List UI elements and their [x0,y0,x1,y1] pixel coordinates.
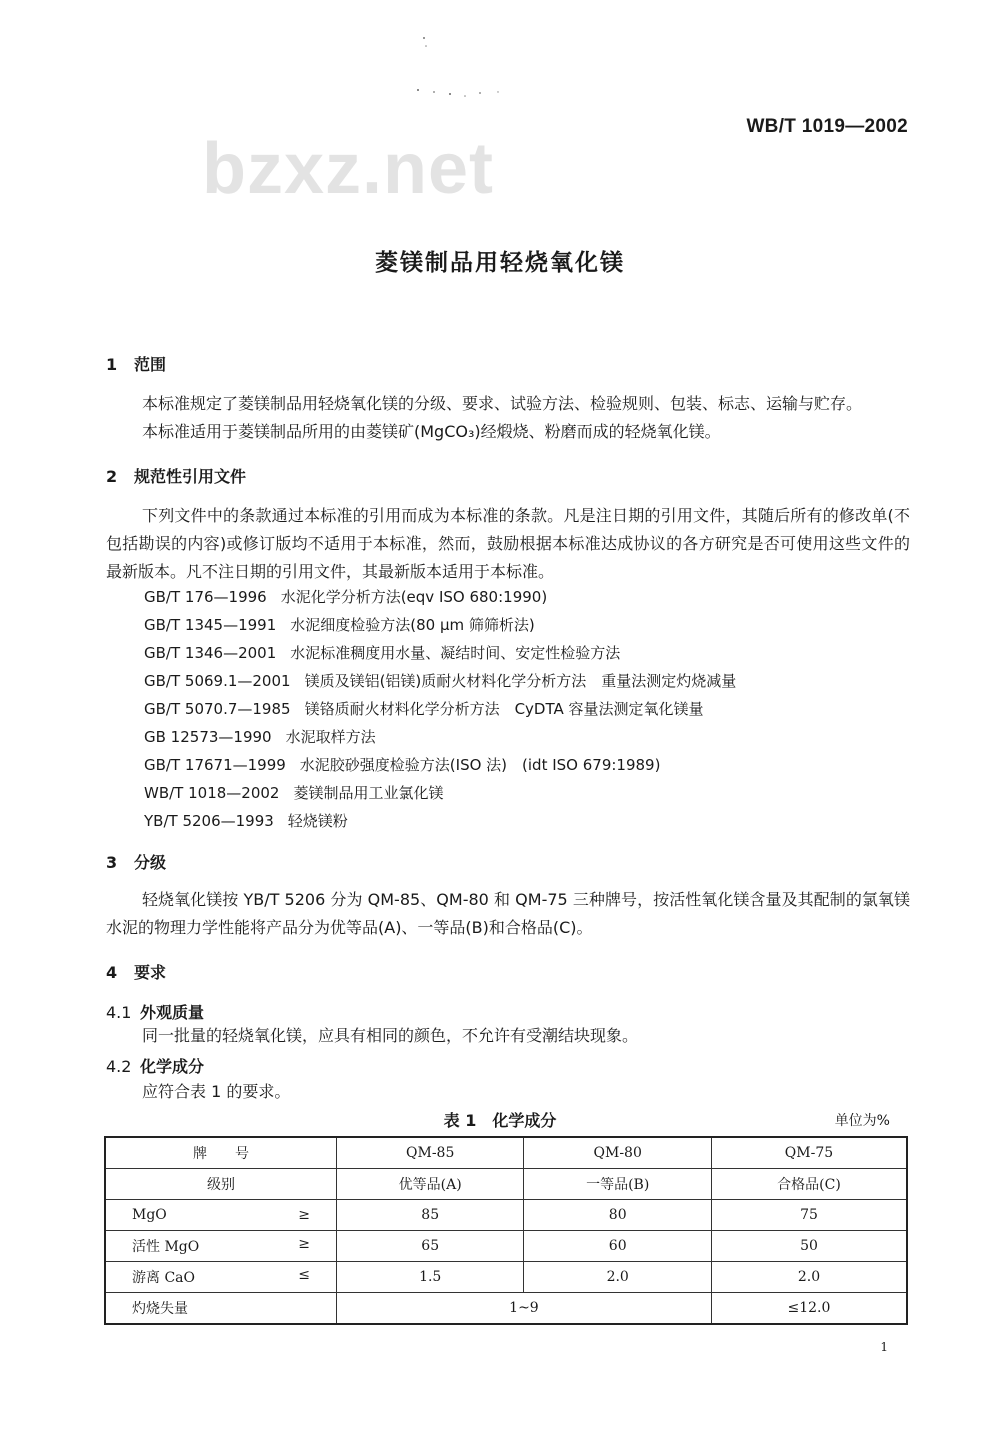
table-header-cell: 级别 [105,1169,336,1200]
chemical-composition-table [104,1136,908,1325]
subsection-title: 外观质量 [140,1003,205,1022]
section-3-heading [106,850,166,873]
table-cell: 75 [711,1200,907,1231]
table-cell: 65 [336,1231,524,1262]
section-title: 范围 [134,355,167,374]
row-label-cell: 灼烧失量 [105,1293,336,1325]
table-header-cell: 一等品(B) [524,1169,712,1200]
table-header-cell: QM-75 [711,1137,907,1169]
section-number: 2 [106,467,118,486]
table-cell-merged: 1~9 [336,1293,711,1325]
table-cell: 1.5 [336,1262,524,1293]
table-row [105,1169,907,1200]
reference-title: 菱镁制品用工业氯化镁 [293,784,444,802]
section-title: 分级 [134,853,167,872]
reference-title: 水泥化学分析方法(eqv ISO 680:1990) [280,588,548,606]
reference-code: GB/T 5069.1—2001 [144,672,291,690]
table-cell: 80 [524,1200,712,1231]
section-title: 要求 [134,963,167,982]
comparison-symbol: ≤ [298,1267,310,1283]
section-4-heading [106,960,166,983]
section-2-heading [106,464,246,487]
section-1-paragraph-2: 本标准适用于菱镁制品所用的由菱镁矿(MgCO₃)经煅烧、粉磨而成的轻烧氧化镁。 [142,422,721,441]
table-cell: 85 [336,1200,524,1231]
subsection-number: 4.2 [106,1057,132,1076]
reference-code: GB/T 176—1996 [144,588,267,606]
reference-title: 水泥取样方法 [285,728,376,746]
document-title: 菱镁制品用轻烧氧化镁 [375,250,625,276]
table-header-cell: 牌 号 [105,1137,336,1169]
subsection-4-1-text: 同一批量的轻烧氧化镁，应具有相同的颜色，不允许有受潮结块现象。 [142,1026,639,1045]
table-cell: 2.0 [711,1262,907,1293]
table-row [105,1293,907,1325]
reference-item [144,726,376,747]
table-header-cell: QM-80 [524,1137,712,1169]
table-row [105,1200,907,1231]
page-number: 1 [880,1340,888,1354]
reference-code: GB/T 5070.7—1985 [144,700,291,718]
row-label-cell [105,1231,336,1262]
table-cell: 50 [711,1231,907,1262]
table-caption: 表 1 化学成分 [443,1111,557,1130]
reference-title: 水泥标准稠度用水量、凝结时间、安定性检验方法 [290,644,621,662]
reference-item [144,586,547,607]
row-label: MgO [132,1207,167,1223]
subsection-4-1-heading [106,1000,204,1023]
section-3-paragraph: 轻烧氧化镁按 YB/T 5206 分为 QM-85、QM-80 和 QM-75 三种牌号，按活性氧化镁含量及其配制的氯氧镁水泥的物理力学性能将产品分为优等品(A)、一等品(B)和合格品(C)。 [106,890,910,937]
reference-code: GB/T 1346—2001 [144,644,277,662]
section-1-heading [106,352,166,375]
reference-item [144,642,620,663]
reference-code: GB/T 17671—1999 [144,756,286,774]
table-unit: 单位为% [834,1113,890,1129]
reference-item [144,782,443,803]
reference-title: 镁铬质耐火材料化学分析方法 CyDTA 容量法测定氧化镁量 [304,700,704,718]
table-cell: 60 [524,1231,712,1262]
table-header-cell: 合格品(C) [711,1169,907,1200]
subsection-number: 4.1 [106,1003,132,1022]
reference-item [144,754,660,775]
row-label-cell [105,1200,336,1231]
reference-title: 轻烧镁粉 [287,812,348,830]
table-cell: ≤12.0 [711,1293,907,1325]
table-header-cell: QM-85 [336,1137,524,1169]
table-cell: 2.0 [524,1262,712,1293]
scan-specks [410,30,530,110]
reference-code: WB/T 1018—2002 [144,784,280,802]
row-label-cell [105,1262,336,1293]
section-2-intro: 下列文件中的条款通过本标准的引用而成为本标准的条款。凡是注日期的引用文件，其随后所有的修改单(不包括勘误的内容)或修订版均不适用于本标准，然而，鼓励根据本标准达成协议的各方研究是否可使用这些文件的最新版本。凡不注日期的引用文件，其最新版本适用于本标准。 [106,506,910,581]
table-row [105,1262,907,1293]
reference-title: 水泥细度检验方法(80 μm 筛筛析法) [290,616,535,634]
subsection-title: 化学成分 [140,1057,205,1076]
watermark: bzxz.net [202,129,495,209]
section-number: 3 [106,853,118,872]
table-row [105,1137,907,1169]
subsection-4-2-heading [106,1054,204,1077]
reference-item [144,698,704,719]
row-label: 活性 MgO [132,1239,200,1255]
reference-code: GB 12573—1990 [144,728,272,746]
section-title: 规范性引用文件 [134,467,247,486]
reference-item [144,670,736,691]
section-number: 4 [106,963,118,982]
reference-title: 镁质及镁铝(铝镁)质耐火材料化学分析方法 重量法测定灼烧减量 [304,672,737,690]
table-header-cell: 优等品(A) [336,1169,524,1200]
comparison-symbol: ≥ [298,1236,310,1252]
reference-code: GB/T 1345—1991 [144,616,277,634]
section-number: 1 [106,355,118,374]
row-label: 游离 CaO [132,1270,195,1286]
table-row [105,1231,907,1262]
reference-item [144,810,348,831]
reference-title: 水泥胶砂强度检验方法(ISO 法) (idt ISO 679:1989) [299,756,661,774]
section-1-paragraph-1: 本标准规定了菱镁制品用轻烧氧化镁的分级、要求、试验方法、检验规则、包装、标志、运输与贮存。 [142,394,863,413]
reference-item [144,614,535,635]
comparison-symbol: ≥ [298,1207,310,1223]
reference-code: YB/T 5206—1993 [144,812,274,830]
standard-code: WB/T 1019—2002 [746,116,908,137]
subsection-4-2-text: 应符合表 1 的要求。 [142,1082,291,1101]
